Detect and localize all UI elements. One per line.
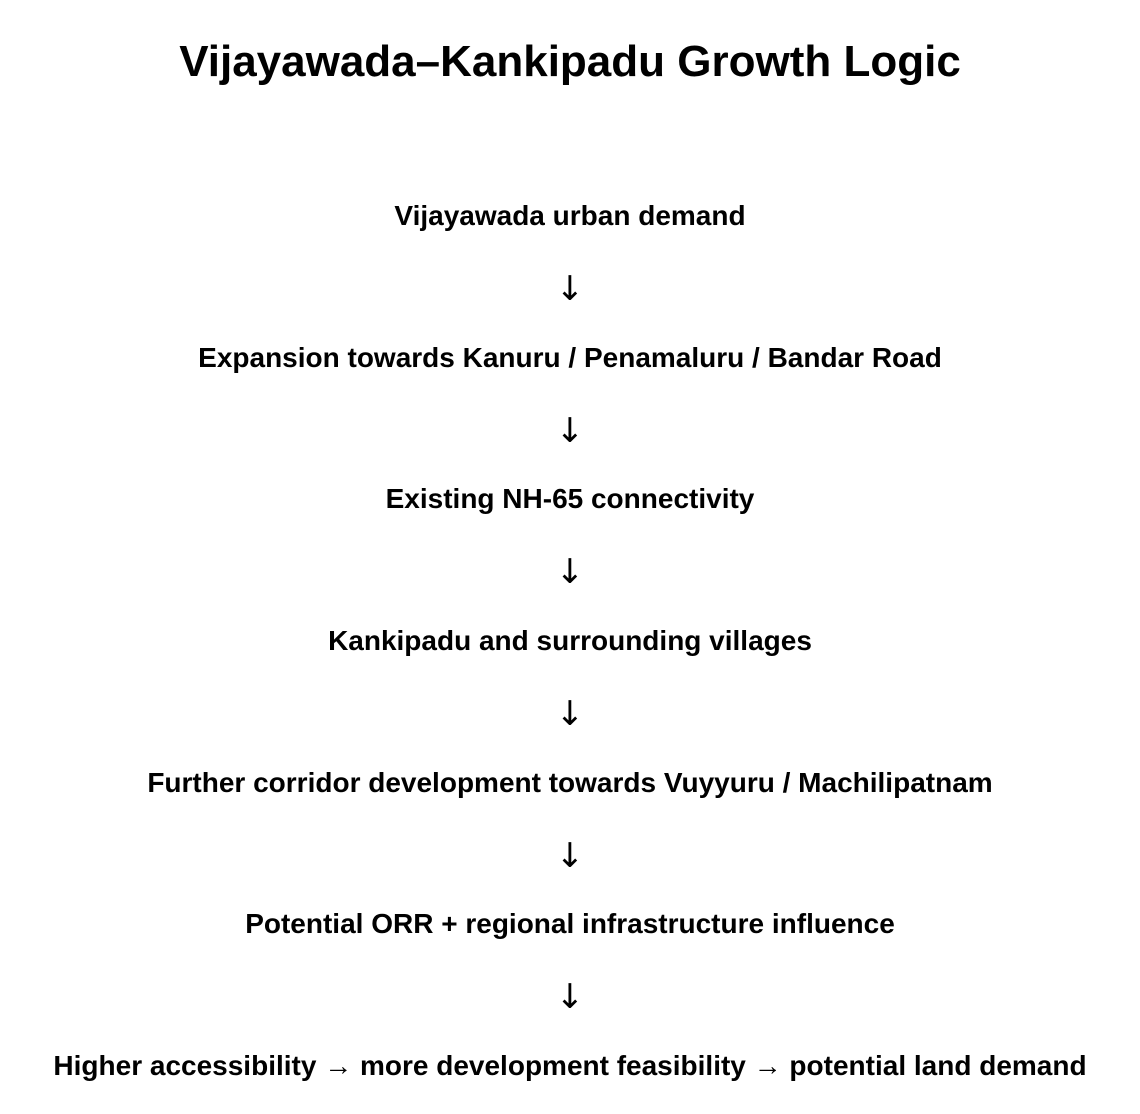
- flow-step-nh65-connectivity: Existing NH-65 connectivity: [385, 483, 755, 514]
- down-arrow-icon: ↓: [555, 552, 585, 592]
- flow-step-kankipadu: Kankipadu and surrounding villages: [328, 625, 812, 656]
- down-arrow-icon: ↓: [555, 411, 585, 451]
- down-arrow-icon: ↓: [555, 977, 585, 1017]
- down-arrow-icon: ↓: [555, 694, 585, 734]
- down-arrow-icon: ↓: [555, 836, 585, 876]
- flow-step-land-demand: Higher accessibility → more development feasibility → potential land demand: [53, 1050, 1087, 1081]
- flow-step-orr-influence: Potential ORR + regional infrastructure influence: [245, 908, 895, 939]
- flow-step-expansion: Expansion towards Kanuru / Penamaluru / Bandar Road: [198, 342, 942, 373]
- flow-step-corridor-development: Further corridor development towards Vuyyuru / Machilipatnam: [147, 767, 993, 798]
- page-title: Vijayawada–Kankipadu Growth Logic: [179, 37, 961, 86]
- flow-step-urban-demand: Vijayawada urban demand: [394, 200, 746, 231]
- down-arrow-icon: ↓: [555, 269, 585, 309]
